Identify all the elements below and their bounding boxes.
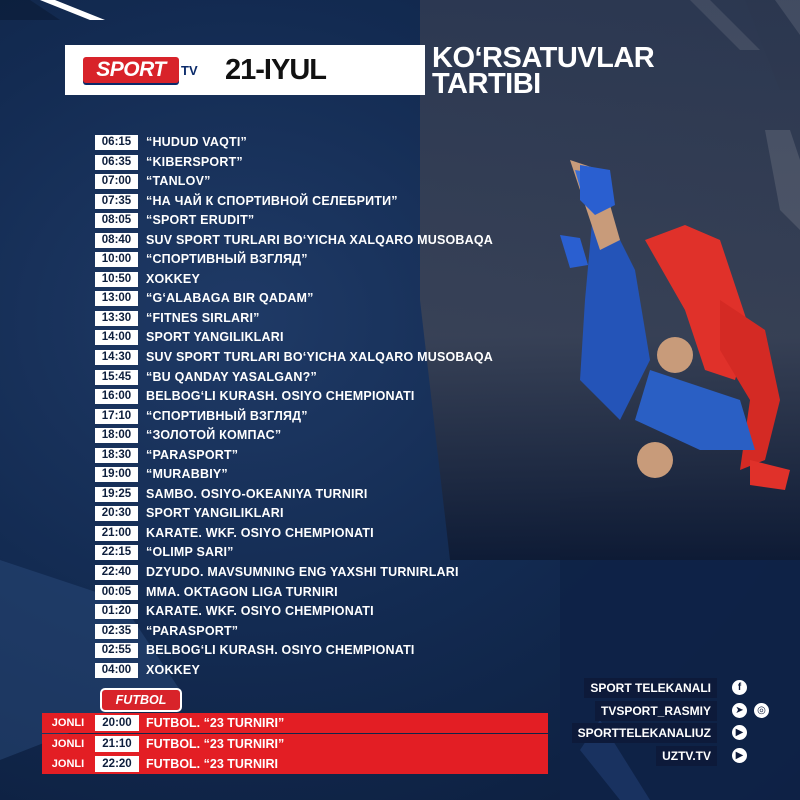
schedule-row [95, 231, 555, 251]
title-line1: KO‘RSATUVLAR [432, 42, 655, 74]
schedule-list [95, 133, 555, 680]
schedule-program: DZYUDO. MAVSUMNING ENG YAXSHI TURNIRLARI [146, 565, 459, 580]
instagram-icon[interactable]: ◎ [754, 703, 769, 718]
schedule-row [95, 387, 555, 407]
schedule-row [95, 563, 555, 583]
schedule-row [95, 543, 555, 563]
schedule-time: 15:45 [95, 370, 138, 385]
schedule-program: “BU QANDAY YASALGAN?” [146, 369, 317, 384]
schedule-program: “СПОРТИВНЫЙ ВЗГЛЯД” [146, 252, 308, 267]
schedule-program: “СПОРТИВНЫЙ ВЗГЛЯД” [146, 408, 308, 423]
live-broadcast-list [42, 713, 548, 775]
schedule-program: “HUDUD VAQTI” [146, 135, 247, 149]
live-time: 20:00 [95, 715, 139, 731]
schedule-time: 06:15 [95, 135, 138, 150]
logo-tv: TV [181, 63, 198, 78]
live-tag: JONLI [51, 737, 85, 750]
schedule-row [95, 446, 555, 466]
schedule-program: KARATE. WKF. OSIYO CHEMPIONATI [146, 604, 374, 619]
social-handle[interactable]: TVSPORT_RASMIY [595, 701, 717, 721]
schedule-time: 14:30 [95, 350, 138, 365]
sport-tv-logo [83, 55, 203, 83]
live-row [42, 713, 548, 733]
telegram-icon[interactable]: ➤ [732, 703, 747, 718]
schedule-time: 00:05 [95, 585, 138, 600]
social-row[interactable] [565, 700, 765, 723]
schedule-row [95, 407, 555, 427]
schedule-time: 08:40 [95, 233, 138, 248]
live-program: FUTBOL. “23 TURNIRI [146, 757, 278, 771]
schedule-time: 01:20 [95, 604, 138, 619]
schedule-time: 20:30 [95, 506, 138, 521]
play-icon[interactable]: ▶ [732, 748, 747, 763]
schedule-row [95, 270, 555, 290]
schedule-program: SPORT YANGILIKLARI [146, 506, 284, 521]
schedule-time: 04:00 [95, 663, 138, 678]
schedule-time: 02:55 [95, 643, 138, 658]
schedule-row [95, 153, 555, 173]
schedule-time: 22:15 [95, 545, 138, 560]
schedule-time: 13:30 [95, 311, 138, 326]
schedule-row [95, 368, 555, 388]
live-row [42, 734, 548, 754]
live-program: FUTBOL. “23 TURNIRI” [146, 716, 285, 730]
schedule-program: MMA. OKTAGON LIGA TURNIRI [146, 584, 338, 599]
schedule-program: BELBOG‘LI KURASH. OSIYO CHEMPIONATI [146, 389, 415, 404]
schedule-program: SPORT YANGILIKLARI [146, 330, 284, 345]
schedule-time: 10:00 [95, 252, 138, 267]
schedule-row [95, 622, 555, 642]
youtube-icon[interactable]: ▶ [732, 725, 747, 740]
schedule-row [95, 192, 555, 212]
live-tag: JONLI [51, 717, 85, 729]
live-time: 21:10 [95, 736, 139, 752]
schedule-row [95, 172, 555, 192]
social-row[interactable] [565, 745, 765, 768]
schedule-row [95, 524, 555, 544]
schedule-time: 10:50 [95, 272, 138, 287]
schedule-time: 21:00 [95, 526, 138, 541]
live-program: FUTBOL. “23 TURNIRI” [146, 736, 285, 751]
social-handle[interactable]: SPORT TELEKANALI [584, 678, 717, 698]
schedule-program: “PARASPORT” [146, 623, 239, 638]
logo-text: SPORT [96, 58, 166, 81]
schedule-program: KARATE. WKF. OSIYO CHEMPIONATI [146, 525, 374, 540]
schedule-program: “G‘ALABAGA BIR QADAM” [146, 291, 314, 306]
schedule-program: “OLIMP SARI” [146, 545, 234, 560]
schedule-row [95, 348, 555, 368]
social-handle[interactable]: SPORTTELEKANALIUZ [572, 723, 717, 743]
schedule-row [95, 289, 555, 309]
social-links [565, 677, 765, 767]
schedule-row [95, 485, 555, 505]
schedule-time: 22:40 [95, 565, 138, 580]
schedule-row [95, 661, 555, 681]
social-row[interactable] [565, 722, 765, 745]
schedule-time: 19:25 [95, 487, 138, 502]
schedule-time: 18:00 [95, 428, 138, 443]
schedule-program: SUV SPORT TURLARI BO‘YICHA XALQARO MUSOBAQA [146, 232, 494, 247]
schedule-date: 21-IYUL [225, 54, 326, 86]
schedule-program: SUV SPORT TURLARI BO‘YICHA XALQARO MUSOBAQA [146, 350, 494, 365]
schedule-program: “НА ЧАЙ К СПОРТИВНОЙ СЕЛЕБРИТИ” [146, 193, 398, 208]
social-handle[interactable]: UZTV.TV [656, 746, 717, 766]
schedule-row [95, 583, 555, 603]
schedule-time: 19:00 [95, 467, 138, 482]
schedule-program: “ЗОЛОТОЙ КОМПАС” [146, 428, 282, 443]
schedule-program: SAMBO. OSIYO-OKEANIYA TURNIRI [146, 486, 368, 501]
schedule-time: 17:10 [95, 409, 138, 424]
schedule-time: 08:05 [95, 213, 138, 228]
schedule-time: 02:35 [95, 624, 138, 639]
schedule-time: 13:00 [95, 291, 138, 306]
social-row[interactable] [565, 677, 765, 700]
schedule-program: “MURABBIY” [146, 467, 228, 482]
schedule-row [95, 641, 555, 661]
schedule-program: “KIBERSPORT” [146, 154, 243, 169]
schedule-row [95, 465, 555, 485]
schedule-row [95, 602, 555, 622]
schedule-time: 06:35 [95, 155, 138, 170]
schedule-row [95, 250, 555, 270]
schedule-program: XOKKEY [146, 271, 200, 286]
schedule-time: 07:35 [95, 194, 138, 209]
live-row [42, 754, 548, 774]
live-time: 22:20 [95, 756, 139, 772]
futbol-badge: FUTBOL [100, 688, 182, 712]
schedule-program: “TANLOV” [146, 174, 211, 189]
schedule-row [95, 504, 555, 524]
schedule-program: XOKKEY [146, 662, 200, 677]
schedule-row [95, 328, 555, 348]
schedule-time: 16:00 [95, 389, 138, 404]
live-tag: JONLI [51, 758, 85, 770]
schedule-row [95, 211, 555, 231]
schedule-program: “FITNES SIRLARI” [146, 310, 260, 325]
schedule-program: “SPORT ERUDIT” [146, 213, 255, 228]
schedule-time: 14:00 [95, 330, 138, 345]
schedule-row [95, 133, 555, 153]
schedule-row [95, 426, 555, 446]
schedule-program: “PARASPORT” [146, 447, 239, 462]
schedule-time: 18:30 [95, 448, 138, 463]
schedule-program: BELBOG‘LI KURASH. OSIYO CHEMPIONATI [146, 643, 415, 658]
schedule-time: 07:00 [95, 174, 138, 189]
title-line2: TARTIBI [432, 68, 541, 100]
facebook-icon[interactable]: f [732, 680, 747, 695]
schedule-row [95, 309, 555, 329]
